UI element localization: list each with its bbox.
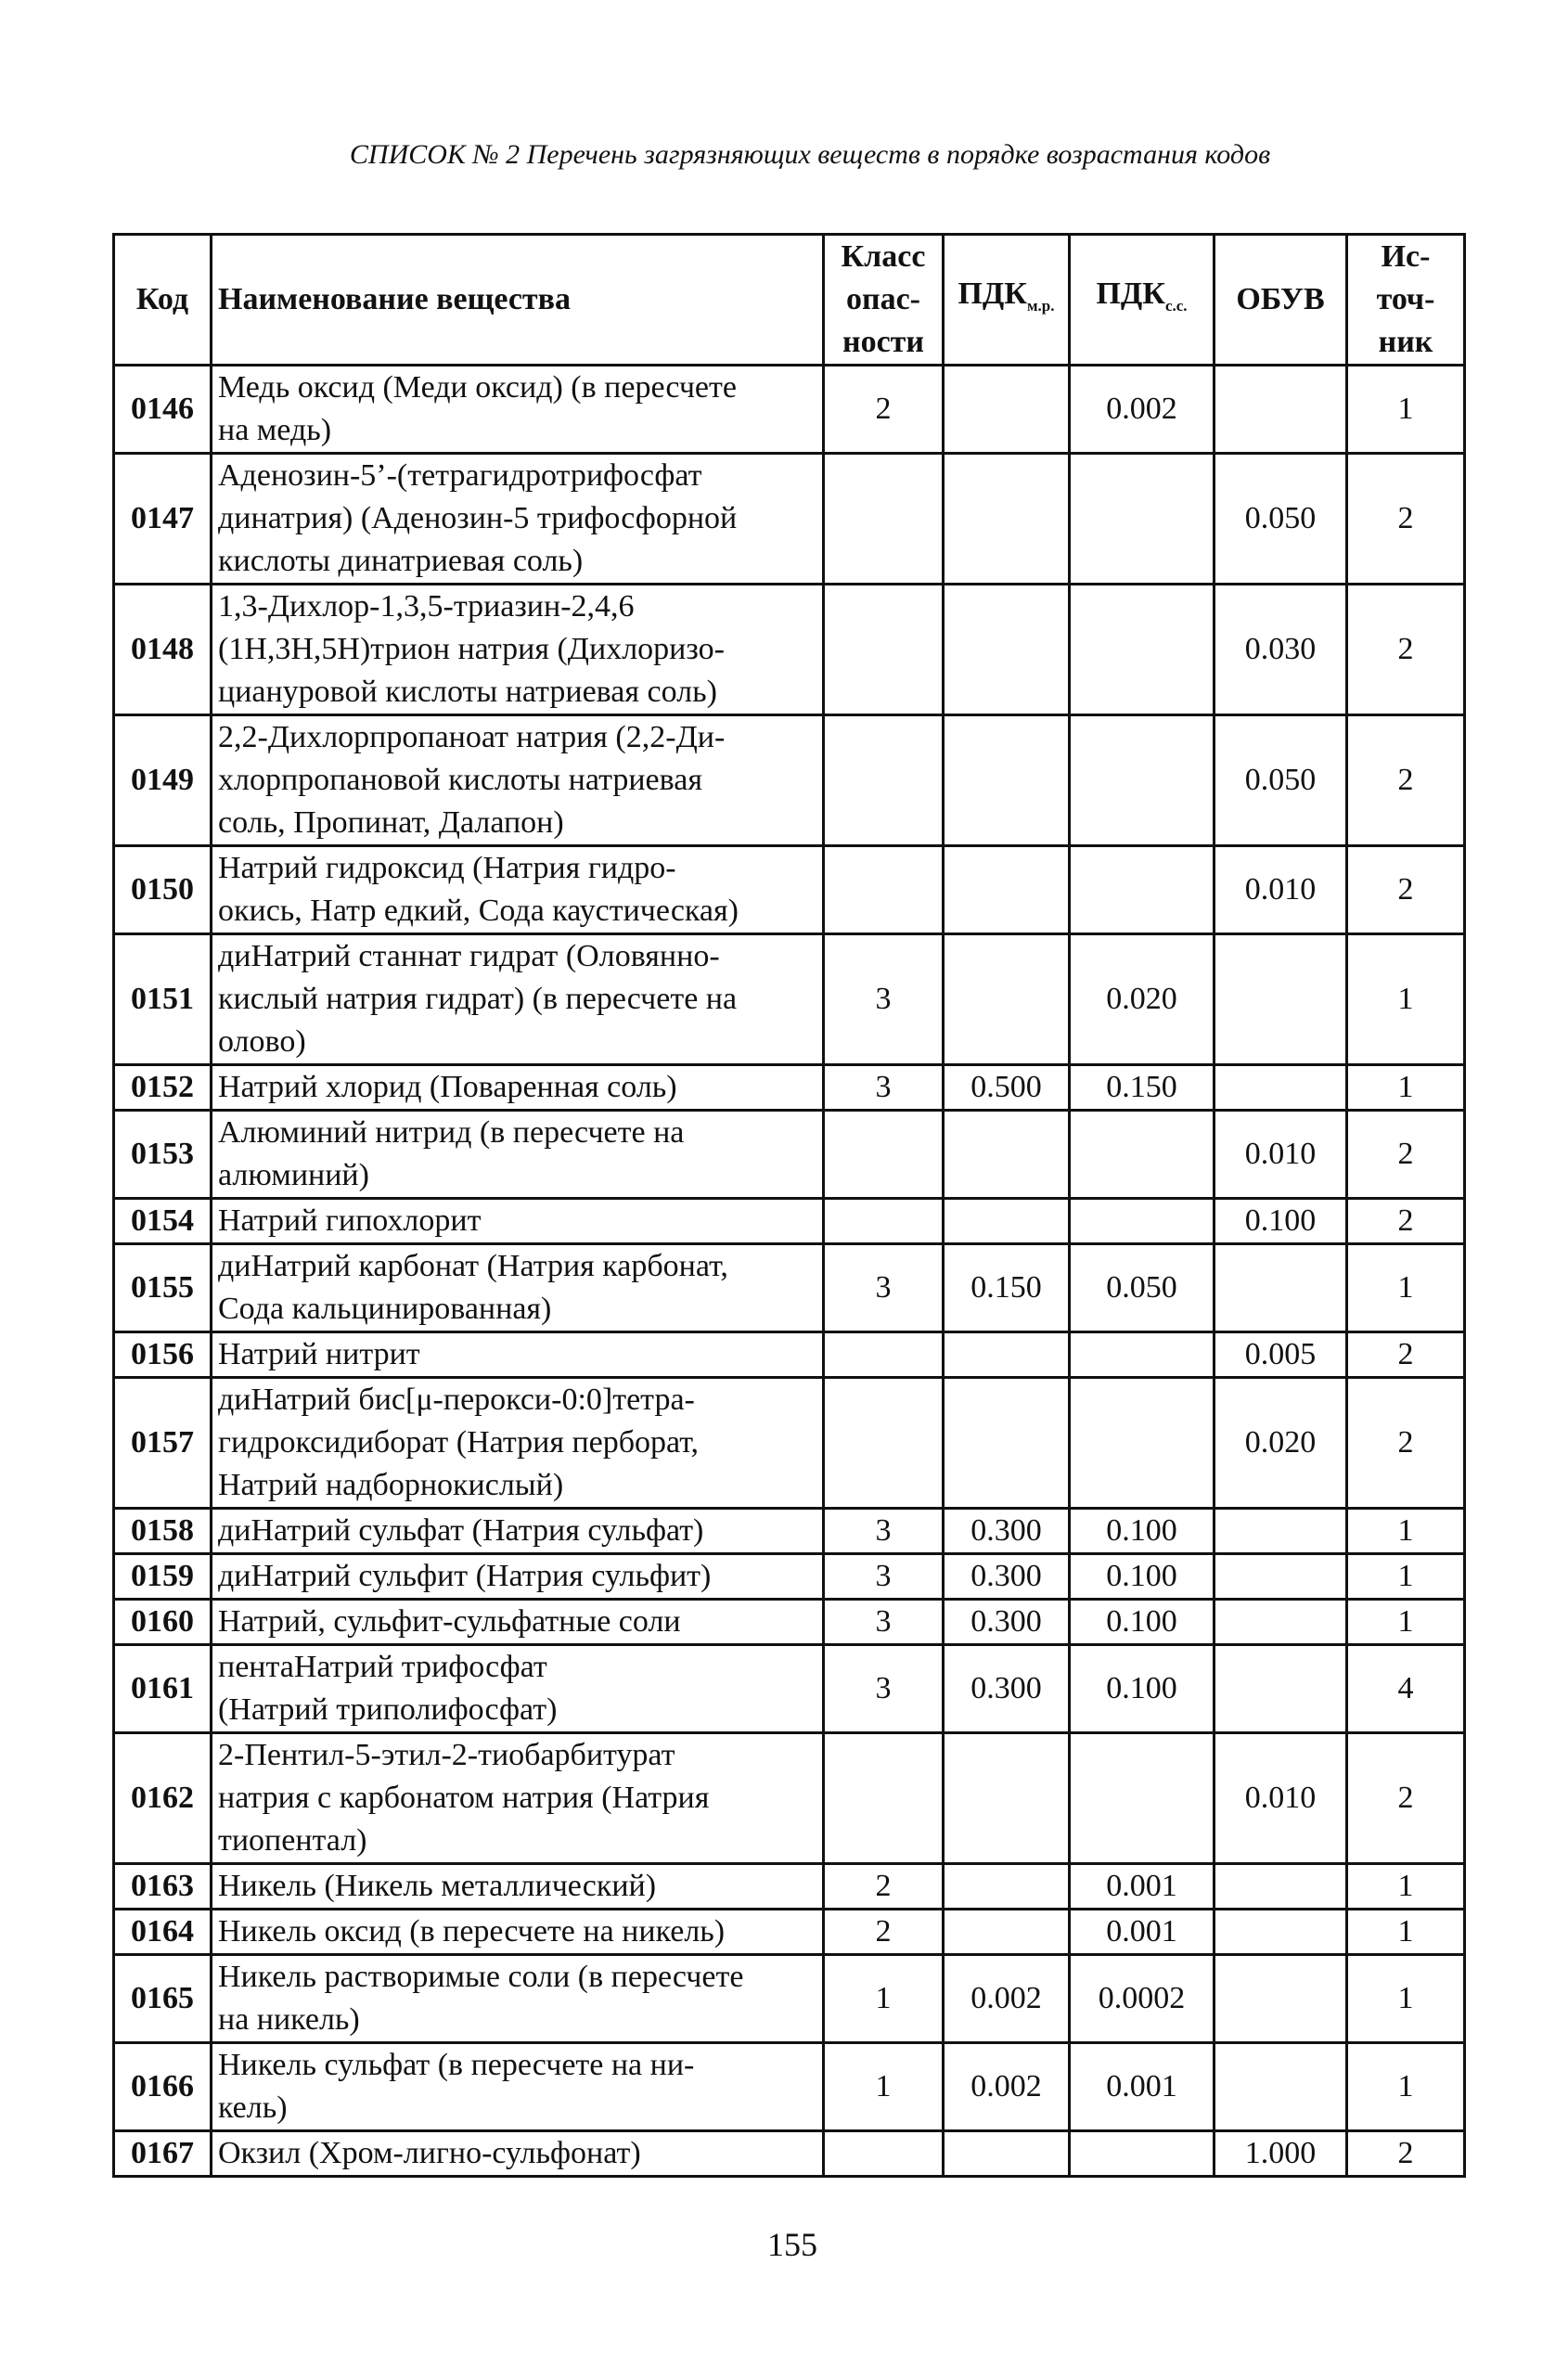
- cell-pdk-ss: 0.001: [1070, 2043, 1215, 2131]
- cell-pdk-mr: 0.300: [944, 1645, 1070, 1733]
- cell-pdk-ss: 0.002: [1070, 366, 1215, 454]
- table-row: [114, 366, 1465, 454]
- cell-obuv: 0.100: [1215, 1199, 1347, 1244]
- table-row: [114, 585, 1465, 715]
- cell-obuv: [1215, 934, 1347, 1065]
- cell-obuv: [1215, 1645, 1347, 1733]
- cell-hazard-class: [824, 2131, 944, 2177]
- table-row: [114, 846, 1465, 934]
- header-pdk-mr-sub: м.р.: [1026, 296, 1055, 315]
- cell-obuv: [1215, 1955, 1347, 2043]
- cell-obuv: 0.010: [1215, 1733, 1347, 1864]
- cell-hazard-class: [824, 1332, 944, 1378]
- page-title: СПИСОК № 2 Перечень загрязняющих веществ в порядке возрастания кодов: [349, 139, 1271, 170]
- cell-name: Алюминий нитрид (в пересчете на алюминий): [212, 1111, 824, 1199]
- cell-source: 2: [1347, 2131, 1465, 2177]
- cell-code: 0167: [114, 2131, 212, 2177]
- cell-name: Натрий гипохлорит: [212, 1199, 824, 1244]
- table-row: [114, 1111, 1465, 1199]
- cell-name: пентаНатрий трифосфат (Натрий триполифосфат): [212, 1645, 824, 1733]
- table-row: [114, 1244, 1465, 1332]
- cell-pdk-mr: [944, 1733, 1070, 1864]
- cell-hazard-class: 3: [824, 1065, 944, 1111]
- cell-obuv: 0.010: [1215, 1111, 1347, 1199]
- cell-code: 0165: [114, 1955, 212, 2043]
- cell-pdk-mr: [944, 846, 1070, 934]
- header-name: Наименование вещества: [212, 235, 824, 366]
- cell-source: 2: [1347, 1332, 1465, 1378]
- cell-obuv: [1215, 1910, 1347, 1955]
- cell-source: 1: [1347, 1600, 1465, 1645]
- cell-pdk-mr: [944, 1332, 1070, 1378]
- table-row: [114, 1864, 1465, 1910]
- cell-code: 0164: [114, 1910, 212, 1955]
- cell-pdk-ss: 0.100: [1070, 1645, 1215, 1733]
- cell-pdk-mr: [944, 585, 1070, 715]
- cell-code: 0160: [114, 1600, 212, 1645]
- cell-hazard-class: [824, 1199, 944, 1244]
- cell-source: 2: [1347, 846, 1465, 934]
- cell-obuv: [1215, 1509, 1347, 1554]
- cell-source: 2: [1347, 454, 1465, 585]
- cell-source: 1: [1347, 1864, 1465, 1910]
- cell-pdk-ss: 0.001: [1070, 1910, 1215, 1955]
- cell-pdk-ss: 0.020: [1070, 934, 1215, 1065]
- table-row: [114, 1645, 1465, 1733]
- cell-code: 0162: [114, 1733, 212, 1864]
- cell-hazard-class: 3: [824, 934, 944, 1065]
- table-row: [114, 1509, 1465, 1554]
- cell-pdk-mr: [944, 1910, 1070, 1955]
- cell-hazard-class: [824, 846, 944, 934]
- cell-pdk-ss: 0.150: [1070, 1065, 1215, 1111]
- cell-pdk-ss: [1070, 2131, 1215, 2177]
- cell-hazard-class: 3: [824, 1244, 944, 1332]
- cell-hazard-class: 3: [824, 1645, 944, 1733]
- cell-source: 1: [1347, 1509, 1465, 1554]
- cell-obuv: 0.005: [1215, 1332, 1347, 1378]
- cell-source: 1: [1347, 1910, 1465, 1955]
- cell-source: 2: [1347, 715, 1465, 846]
- cell-source: 2: [1347, 585, 1465, 715]
- cell-code: 0147: [114, 454, 212, 585]
- cell-hazard-class: 3: [824, 1554, 944, 1600]
- cell-code: 0157: [114, 1378, 212, 1509]
- table-row: [114, 2043, 1465, 2131]
- cell-pdk-ss: 0.001: [1070, 1864, 1215, 1910]
- cell-pdk-mr: [944, 2131, 1070, 2177]
- table-row: [114, 1910, 1465, 1955]
- cell-source: 2: [1347, 1199, 1465, 1244]
- cell-code: 0158: [114, 1509, 212, 1554]
- table-header-row: [114, 235, 1465, 366]
- cell-pdk-mr: 0.500: [944, 1065, 1070, 1111]
- cell-hazard-class: [824, 454, 944, 585]
- header-hazard-class: Класс опас- ности: [824, 235, 944, 366]
- cell-obuv: 0.050: [1215, 454, 1347, 585]
- cell-pdk-ss: [1070, 715, 1215, 846]
- cell-obuv: [1215, 2043, 1347, 2131]
- cell-code: 0156: [114, 1332, 212, 1378]
- cell-obuv: 1.000: [1215, 2131, 1347, 2177]
- header-code: Код: [114, 235, 212, 366]
- cell-pdk-mr: 0.002: [944, 2043, 1070, 2131]
- cell-pdk-mr: 0.300: [944, 1554, 1070, 1600]
- cell-name: диНатрий сульфат (Натрия сульфат): [212, 1509, 824, 1554]
- cell-obuv: [1215, 1600, 1347, 1645]
- cell-code: 0150: [114, 846, 212, 934]
- cell-name: Натрий, сульфит-сульфатные соли: [212, 1600, 824, 1645]
- cell-source: 2: [1347, 1378, 1465, 1509]
- cell-hazard-class: [824, 1733, 944, 1864]
- cell-obuv: 0.050: [1215, 715, 1347, 846]
- cell-name: Аденозин-5’-(тетрагидротрифосфат динатрия) (Аденозин-5 трифосфорной кислоты динатриевая соль): [212, 454, 824, 585]
- cell-code: 0154: [114, 1199, 212, 1244]
- cell-pdk-ss: 0.050: [1070, 1244, 1215, 1332]
- table-row: [114, 934, 1465, 1065]
- cell-hazard-class: 2: [824, 1910, 944, 1955]
- cell-hazard-class: 3: [824, 1600, 944, 1645]
- cell-pdk-ss: [1070, 1378, 1215, 1509]
- cell-pdk-mr: 0.002: [944, 1955, 1070, 2043]
- header-obuv: ОБУВ: [1215, 235, 1347, 366]
- cell-hazard-class: [824, 1378, 944, 1509]
- cell-pdk-mr: [944, 366, 1070, 454]
- cell-source: 1: [1347, 366, 1465, 454]
- cell-pdk-ss: [1070, 585, 1215, 715]
- cell-pdk-ss: [1070, 1111, 1215, 1199]
- cell-code: 0149: [114, 715, 212, 846]
- header-pdk-mr-label: ПДК: [958, 276, 1027, 311]
- header-pdk-ss-sub: с.с.: [1164, 296, 1188, 315]
- cell-hazard-class: 1: [824, 2043, 944, 2131]
- cell-pdk-mr: [944, 1111, 1070, 1199]
- cell-code: 0148: [114, 585, 212, 715]
- header-source: Ис- точ- ник: [1347, 235, 1465, 366]
- table-row: [114, 2131, 1465, 2177]
- cell-code: 0166: [114, 2043, 212, 2131]
- table-row: [114, 1955, 1465, 2043]
- cell-pdk-ss: [1070, 454, 1215, 585]
- cell-source: 2: [1347, 1111, 1465, 1199]
- cell-obuv: [1215, 1554, 1347, 1600]
- cell-code: 0151: [114, 934, 212, 1065]
- cell-name: 2,2-Дихлорпропаноат натрия (2,2-Ди- хлорпропановой кислоты натриевая соль, Пропинат, Далапон): [212, 715, 824, 846]
- table-row: [114, 1554, 1465, 1600]
- cell-code: 0155: [114, 1244, 212, 1332]
- cell-code: 0152: [114, 1065, 212, 1111]
- cell-source: 1: [1347, 1244, 1465, 1332]
- cell-pdk-mr: [944, 1199, 1070, 1244]
- cell-pdk-ss: 0.100: [1070, 1554, 1215, 1600]
- cell-name: диНатрий сульфит (Натрия сульфит): [212, 1554, 824, 1600]
- cell-pdk-mr: [944, 934, 1070, 1065]
- cell-hazard-class: 2: [824, 366, 944, 454]
- cell-name: Никель растворимые соли (в пересчете на никель): [212, 1955, 824, 2043]
- cell-obuv: [1215, 1244, 1347, 1332]
- cell-code: 0161: [114, 1645, 212, 1733]
- cell-obuv: 0.010: [1215, 846, 1347, 934]
- cell-pdk-ss: [1070, 1332, 1215, 1378]
- cell-hazard-class: 1: [824, 1955, 944, 2043]
- cell-source: 1: [1347, 1554, 1465, 1600]
- cell-obuv: [1215, 1065, 1347, 1111]
- cell-obuv: 0.020: [1215, 1378, 1347, 1509]
- cell-code: 0146: [114, 366, 212, 454]
- cell-name: Никель оксид (в пересчете на никель): [212, 1910, 824, 1955]
- table-row: [114, 1199, 1465, 1244]
- cell-pdk-mr: 0.300: [944, 1600, 1070, 1645]
- cell-source: 4: [1347, 1645, 1465, 1733]
- cell-name: Никель (Никель металлический): [212, 1864, 824, 1910]
- cell-pdk-ss: 0.100: [1070, 1509, 1215, 1554]
- table-row: [114, 454, 1465, 585]
- cell-pdk-ss: [1070, 1199, 1215, 1244]
- table-row: [114, 1378, 1465, 1509]
- cell-code: 0159: [114, 1554, 212, 1600]
- cell-source: 1: [1347, 1065, 1465, 1111]
- cell-name: диНатрий карбонат (Натрия карбонат, Сода кальцинированная): [212, 1244, 824, 1332]
- cell-code: 0153: [114, 1111, 212, 1199]
- cell-pdk-mr: 0.300: [944, 1509, 1070, 1554]
- header-pdk-mr: [944, 235, 1070, 366]
- cell-obuv: [1215, 366, 1347, 454]
- cell-name: диНатрий бис[μ-перокси-0:0]тетра- гидроксидиборат (Натрия перборат, Натрий надборнокислый): [212, 1378, 824, 1509]
- header-pdk-ss: [1070, 235, 1215, 366]
- header-pdk-ss-label: ПДК: [1096, 276, 1165, 311]
- cell-name: Натрий нитрит: [212, 1332, 824, 1378]
- cell-code: 0163: [114, 1864, 212, 1910]
- cell-obuv: [1215, 1864, 1347, 1910]
- cell-pdk-ss: 0.0002: [1070, 1955, 1215, 2043]
- cell-hazard-class: [824, 585, 944, 715]
- table-row: [114, 715, 1465, 846]
- pollutants-table: [112, 233, 1466, 2178]
- cell-source: 1: [1347, 1955, 1465, 2043]
- cell-obuv: 0.030: [1215, 585, 1347, 715]
- cell-name: 1,3-Дихлор-1,3,5-триазин-2,4,6 (1H,3H,5H)трион натрия (Дихлоризо- циануровой кислоты натриевая соль): [212, 585, 824, 715]
- cell-pdk-mr: [944, 1864, 1070, 1910]
- cell-pdk-ss: [1070, 846, 1215, 934]
- cell-pdk-mr: [944, 715, 1070, 846]
- cell-pdk-mr: [944, 454, 1070, 585]
- cell-hazard-class: 3: [824, 1509, 944, 1554]
- cell-hazard-class: [824, 715, 944, 846]
- cell-name: Натрий гидроксид (Натрия гидро- окись, Натр едкий, Сода каустическая): [212, 846, 824, 934]
- table-row: [114, 1600, 1465, 1645]
- cell-source: 1: [1347, 2043, 1465, 2131]
- table-row: [114, 1733, 1465, 1864]
- cell-pdk-ss: 0.100: [1070, 1600, 1215, 1645]
- cell-source: 2: [1347, 1733, 1465, 1864]
- cell-source: 1: [1347, 934, 1465, 1065]
- cell-pdk-mr: [944, 1378, 1070, 1509]
- cell-name: Никель сульфат (в пересчете на ни- кель): [212, 2043, 824, 2131]
- cell-pdk-mr: 0.150: [944, 1244, 1070, 1332]
- page-number: 155: [767, 2226, 817, 2263]
- cell-name: Окзил (Хром-лигно-сульфонат): [212, 2131, 824, 2177]
- cell-name: диНатрий станнат гидрат (Оловянно- кислый натрия гидрат) (в пересчете на олово): [212, 934, 824, 1065]
- cell-name: 2-Пентил-5-этил-2-тиобарбитурат натрия с карбонатом натрия (Натрия тиопентал): [212, 1733, 824, 1864]
- cell-hazard-class: 2: [824, 1864, 944, 1910]
- cell-hazard-class: [824, 1111, 944, 1199]
- table-row: [114, 1065, 1465, 1111]
- cell-name: Натрий хлорид (Поваренная соль): [212, 1065, 824, 1111]
- cell-pdk-ss: [1070, 1733, 1215, 1864]
- table-row: [114, 1332, 1465, 1378]
- cell-name: Медь оксид (Меди оксид) (в пересчете на медь): [212, 366, 824, 454]
